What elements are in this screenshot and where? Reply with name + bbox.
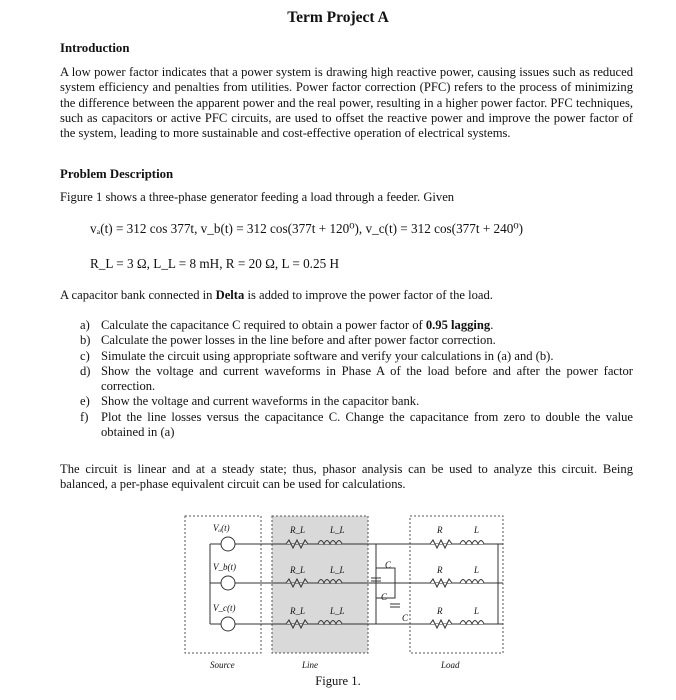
ll-label-c: L_L (330, 606, 345, 616)
line-section-label: Line (302, 660, 319, 670)
source-c-label: V_c(t) (213, 603, 236, 613)
load-resistor-a (430, 540, 452, 548)
source-b-label: V_b(t) (213, 562, 236, 572)
line-box (272, 516, 368, 653)
load-resistor-b (430, 579, 452, 587)
parameter-equations (90, 256, 339, 271)
list-item: d) Show the voltage and current waveforms in Phase A of the load before and after the power factor correction. (80, 363, 633, 394)
l-label-c: L (474, 606, 480, 616)
source-a-icon (221, 537, 235, 551)
voltage-equations (90, 221, 523, 236)
introduction-paragraph: A low power factor indicates that a power system is drawing high reactive power, causing issues such as reduced system efficiency and penalties from utilities. Power factor correction (PFC) refers to the process of minimizing the difference between the apparent power and the real power, resulting in a higher power factor. PFC techniques, such as capacitors or active PFC circuits, are used to offset the reactive power and improve the power factor of the system, leading to more sustainable and cost-effective operation of electrical systems. (60, 65, 633, 141)
capacitor-sentence: A capacitor bank connected in Delta is added to improve the power factor of the load. (60, 288, 493, 302)
source-c-icon (221, 617, 235, 631)
load-inductor-c (460, 621, 484, 625)
capacitor-label-bc: C (381, 592, 388, 602)
rl-label-a: R_L (290, 525, 306, 535)
list-item: b) Calculate the power losses in the line before and after power factor correction. (80, 333, 496, 348)
load-box (410, 516, 503, 653)
problem-heading: Problem Description (60, 167, 174, 181)
introduction-heading: Introduction (60, 41, 130, 55)
capacitor-label-ca: C (402, 613, 409, 623)
page-title: Term Project A (287, 9, 389, 26)
task-list (80, 318, 633, 440)
r-label-a: R (437, 525, 443, 535)
circuit-figure (180, 508, 510, 673)
voltage-equations-text: vₐ(t) = 312 cos 377t, v_b(t) = 312 cos(377t + 120⁰), v_c(t) = 312 cos(377t + 240⁰) (90, 221, 524, 236)
capacitor-label-ab: C (385, 560, 392, 570)
list-item: a) Calculate the capacitance C required to obtain a power factor of 0.95 lagging. (80, 318, 494, 332)
ll-label-b: L_L (330, 565, 345, 575)
ll-label-a: L_L (330, 525, 345, 535)
load-section-label: Load (441, 660, 460, 670)
source-b-icon (221, 576, 235, 590)
problem-lead: Figure 1 shows a three-phase generator feeding a load through a feeder. Given (60, 190, 455, 204)
rl-label-b: R_L (290, 565, 306, 575)
l-label-a: L (474, 525, 480, 535)
parameter-equations-text: R_L = 3 Ω, L_L = 8 mH, R = 20 Ω, L = 0.25 H (90, 256, 339, 271)
list-item: f) Plot the line losses versus the capacitance C. Change the capacitance from zero to double the value obtained in (a) (80, 409, 633, 440)
delta-emphasis: Delta (215, 288, 245, 302)
list-item: e) Show the voltage and current waveforms in the capacitor bank. (80, 394, 420, 409)
r-label-c: R (437, 606, 443, 616)
analysis-paragraph: The circuit is linear and at a steady state; thus, phasor analysis can be used to analyze this circuit. Being balanced, a per-phase equivalent circuit can be used for calculations. (60, 462, 633, 492)
load-inductor-b (460, 580, 484, 584)
figure-caption: Figure 1. (315, 674, 361, 688)
load-resistor-c (430, 620, 452, 628)
source-a-label: Vₐ(t) (213, 523, 230, 533)
l-label-b: L (474, 565, 480, 575)
r-label-b: R (437, 565, 443, 575)
load-inductor-a (460, 541, 484, 545)
source-section-label: Source (210, 660, 235, 670)
list-item: c) Simulate the circuit using appropriate software and verify your calculations in (a) and (b). (80, 348, 554, 363)
rl-label-c: R_L (290, 606, 306, 616)
